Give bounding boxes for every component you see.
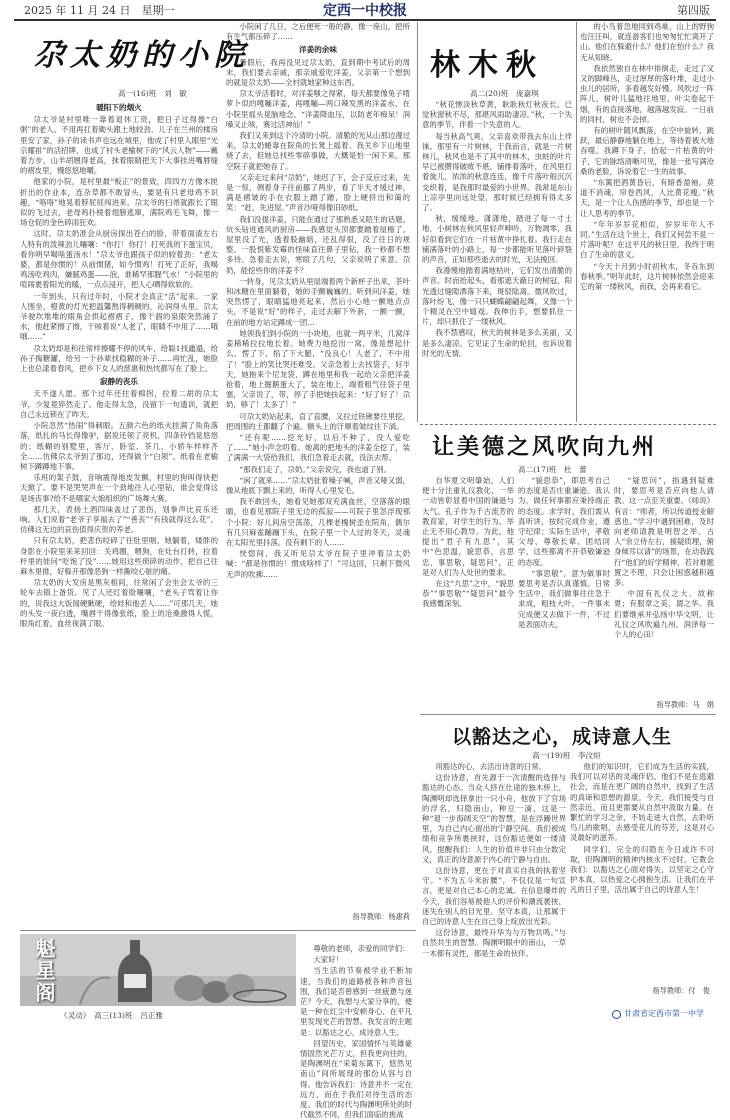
paragraph: “今天十月到小时初秋木，冬吞东到春秋季。”明年此时，这片树林依然会迎来它的第一缕秋风，而我，会再来看它。 [580, 261, 714, 292]
paragraph: 他们的知识时，它们成为生活的实践，我们可以对话的灵魂伴侣。他们不是在逃避社会，而是在更广阔的自然中，找到了生活的真谛和思想的源泉。今天，我们接受与自然亲近，而且更需要从自然中汲取力量。在繁忙的学习之余，不妨走进大自然，去聆听鸟儿的歌唱，去感受花儿的芬芳，这是对心灵最好的滋养。 [570, 762, 714, 843]
paragraph: 我不禁感叹，秋天的树林是多么美丽，又是多么凄凉。它见证了生命的轮回，也诉说着时光的无情。 [422, 328, 572, 358]
paragraph: 中国有礼仪之大、故称夏；有服章之美、谓之华。我们要继承并弘扬中华文明，让礼仪之风吹遍九州，润泽每一个人的心田！ [614, 589, 714, 640]
paragraph: 一年到头，只有过年时，小院才会真正“活”起来。一家人围坐，橙黄的灯光把温馨熬得稠稠的，沁润得头里。尕太爷驶坎堆堆的眼角会拱起褶褶子，像干涸的泉眼突然涌了水，他赶紧擦了擦，干咳着说“人老了，眼睛不中用了……哦哦……” [20, 291, 218, 342]
paragraph: 回望历史，家国情怀与英雄豪情固然光芒万丈，但我更向往的，是陶渊明在“采菊东篱下，悠然见南山”间所展现的那份从容与自得。他告诉我们：诗意并不一定在远方，而在于我们对待生活的态度。我们的时代与陶渊明所处的时代截然不同，但我们面临的挑战 [300, 1038, 412, 1120]
paragraph: 每当秋高气爽，父亲喜欢带我去东山上徉徕。那里有一片树林，于我而言，就是一片树林儿，秋风也是不了其中的林木，虫蛀的叶片早已被攒得破败不堪。铺排着落叶，在风里打着旋儿，浓浓的秋意连连，像千片落叶般沉沉交织着，是我那时最爱的小世界。我常是东山上凉亭里向远处望，那时候已经拥有得太多了。 [422, 131, 572, 213]
paragraph: 这份诗意，最终升华为与万物共鸣。”与自然共生的智慧。陶渊明眼中的南山，一草一木都有灵性，都是生命的伙伴。 [422, 928, 566, 958]
paragraph: “疑思问”，指遇到疑难时，要思考是否应向他人请教。这一点至关重要。《师说》有言：“师者，所以传道授业解惑也。”学习中遇到困难，及时向老师请教是明智之举。古人“余立侍左右，援疑质理，俯身倾耳以请”的场景，在动我践行“他们的好学精神，若对难题置之不理，只会让困惑越积越多。 [614, 476, 714, 588]
art-title-label: 魁星阁 [32, 938, 56, 1004]
paragraph: 秋，缓缓地，潇潇地，踏进了每一寸土地，小树林在秋风里轻声呻吟，万物凋零，我好似看到它们在一片枯黄中挣扎着。我行走在铺满落叶的小路上，每一步都能听见落叶碎裂的声音，正如那些逝去的时光，无法挽回。 [422, 214, 572, 265]
article3-column1 [422, 476, 514, 698]
paragraph: 这份诗意，首先源于一次清醒的选择与豁达的心态。当众人挤在仕途的独木桥上，陶渊明却选择拿出一只小舟，他放下了官场的浮名，归隐南山，种豆一滴，这是一种“退一步海阔天空”的智慧，是在浮躁世界里，为自己内心留出的宁静空间。我们被成绩和竞争所裹挟时，这份豁达便如一缕清风，提醒我们：人生的价值并非只由分数定义，真正的诗意源于内心的宁静与自由。 [422, 773, 566, 864]
paragraph: 这份诗意，更在于对真实自我的执着坚守。“不为五斗米折腰”，不仅仅是一句宣言，更是对自己本心的忠诚。在信息爆炸的今天，我们容易被他人的评价和潮流裹挟，迷失在别人的目光里。坚守本真，让那属于自己的诗意人生在自己身上绽放出光彩。 [422, 866, 566, 927]
paragraph: 只有尕太奶，把悲伤咬碎了往肚里咽。她躺着，矮胖的身影在小院里来来回回：关鸡圈，喂狗，在灶台打转，拉着杆里的娃问“吃饱了没”……她用这些琐碎的动作，把自己往麻木里推，好躲开那像恶狗一样撕咬心脏的痛。 [20, 536, 218, 576]
paragraph: “闲了就来……”尕太奶扯着嗓子喊，声音又哑又弱，像从地底下飘上来的，听得人心里发毛。 [226, 475, 410, 495]
paragraph: 父亲走过来问“尕奶”，她迟了下，会子反应过来，先是一惊，侧着身子往前挪了两步，看了半天才缓过神，满是褶皱的手在衣服上蹭了蹭，脸上硬挤出和蔼的笑：“赶，先进屋。”声音沙哑得像旧砂纸。 [226, 172, 410, 213]
article2-title: 林木秋 [430, 48, 544, 83]
paragraph: 那几天，表扬土酒四味盖过了悲伤，划拳声比哀乐还响。人们说着“老爷子享福去了”“善丧”“有钱就得这么花”，仿佛这无边的哀伤值得庆贺的养老。 [20, 504, 218, 535]
article4-byline: 高一(19)班 李汶烜 [532, 751, 601, 760]
section-divider [20, 930, 416, 931]
article1-subtitle3: 洋姜的余味 [299, 45, 337, 55]
paragraph: 小院闲了几日，之后便死一般的静，像一座山，把所有生气都压碎了…… [226, 22, 410, 42]
paragraph: 他家的小院，是村里最“板正”的景致，四四方方像木匣折出的作业本，连杂草都不敢冒头，要是有只老母鸡不识趣，“咯咯”地晃着脖屁屁闯进来，尕太爷的扫帚就跟长了眼似的飞过去，老母鸡扑棱着翅膀逃窜，满院鸡毛飞舞，像一场仓促的金色碎雨狂欢。 [20, 177, 218, 228]
article2-column1 [422, 100, 572, 418]
paragraph: 天不遂人愿。那个过年还拄着棉拐，拉着二胡的尕太爷，少复竟猝然走了。他走得太急，没留下一句遗训，就把自己永远锁在了昨天。 [20, 389, 218, 419]
paragraph: 暑假后，我再没见过尕太奶，直到期中考试后的周末，我们要去亲戚，那亲戚爱吃洋姜，父亲第一个想到的就是尕太奶——全村就她家种这东西。 [226, 57, 410, 88]
article3-column3 [614, 476, 714, 698]
paragraph: 同学们，完全的归隐在今日或许不可取，但陶渊明的精神内核永不过时。它教会我们：以豁达之心面对得失，以坚定之心守护本真，以热爱之心拥抱生活。让我们在平凡的日子里，活出属于自己的诗意人生！ [570, 844, 714, 895]
article1-column1 [20, 100, 218, 926]
column-divider [576, 22, 577, 422]
paragraph: 这时，尕太奶准会从厨房探出苍白的脸，带着面渣左右人特有的泼辣劲儿嚷嚷：“你打！你打！打死我的下蛋宝贝，看你明早喝啥蛋汤水！”尕太爷也跟孩子似的较着劲：“老太婆，都是你惯的！从前惯猪，如今惯鸡！打死了正好，我喝鸡汤吃鸡肉，嫌腻鸡蛋——泡，谁稀罕那腥气水！”小院里的喧闹裹着阳光的暖，一点点浸开，把人心晒得软软的。 [20, 229, 218, 290]
paragraph: 恍惚间，我又听见尕太爷在院子里冲着尕太奶喊：“都是你惯的！惯成啥样了！”可这回，只剩下微风无声的吹拂…… [226, 549, 410, 579]
paragraph: “秋花惨淡秋草黄，耿耿秋灯秋夜长。已觉秋窗秋不尽，那堪风雨助凄凉。”秋，一个失意的季节，伴着一个失意的人。 [422, 100, 572, 130]
school-logo-icon [612, 1010, 621, 1019]
paragraph: 我们又来到这个冷清的小院。清脆的光从山那边漫过来，尕太奶蜷靠在院角的长凳上摇着。我关乡下山地里烧了去，但她总找些零碎事做，大概是怕一闲下来，那空院子就把她吞了。 [226, 131, 410, 171]
paragraph: 我依然独自在林中徘徊走，走过了又又的脚峰丛，走过厚厚的落叶堆，走过小虫儿的居所，多看越发好慢。风吹过一阵阵儿，树叶儿猛地往地里，叶尖卷起干烟，有的直接落地，越落越发寂。一日前的同村，树也不会掉。 [580, 63, 714, 124]
section-divider [420, 424, 716, 425]
article4-column1 [422, 762, 566, 1018]
speech-column [300, 944, 412, 1120]
paragraph: “那我们走了，尕奶。”父亲说完，我也道了别。 [239, 464, 391, 474]
article3-signature: 指导教师：马 娟 [656, 700, 714, 709]
paragraph: 有的树叶随风飘落，在空中旋转，跳跃，最后静静地躺在地上，等待着被大地吞噬。我蹲下身子，拾起一片枯黄的叶子，它的脉络清晰可见，像是一张写满沧桑的老脸，诉说着它一生的故事。 [580, 126, 714, 176]
article2-column2 [580, 22, 714, 420]
article3-byline: 高二(17)班 杜 蕾 [518, 465, 587, 474]
section-divider [420, 714, 716, 715]
paragraph: 用豁达的心，去活出诗意的日常。 [435, 762, 547, 771]
article1-signature: 指导教师：杨惠莉 [352, 912, 410, 921]
paragraph: 尊敬的老师，亲爱的同学们： [313, 944, 410, 953]
paragraph: “东篱把酒黄昏后，有暗香盈袖。莫道不消魂，帘卷西风，人比黄花瘦。”秋天，是一个让人伤感的季节，却也是一个让人思考的季节。 [580, 178, 714, 218]
paragraph: “还有呢……挖光好，以后不种了，没人爱吃了……”她小声念叨着。她离的把地头的洋姜全挖了，装了满满一大袋给我们，我们急着走去就，没法去帮。 [226, 432, 410, 463]
newspaper-name: 定西一中校报 [323, 3, 407, 19]
article3-column2 [518, 476, 610, 698]
paragraph: 大家好！ [313, 955, 343, 965]
paragraph: “年年岁岁花相似，岁岁年年人不同。”生活在这个世上，我们又何尝不是一片落叶呢？在这平凡的秋日里，我终于明白了生命的意义。 [580, 219, 714, 260]
article1-byline: 高一(16)班 刘 敏 [118, 89, 187, 98]
paragraph: 尕太奶的大发房是黑灰相间，往常闲了会坐会太爷的三轮车去镇上备货。见了人还红着脸嚷嚷，“老头子骂着让你的，说我这大饭闻硬瞅硬，给娃和他丢人……”可那几天，她的头发一夜白透，嘴唇干得像张纸，脸上的沧桑激得人慌，眼角红着，血丝视满了眼。 [20, 578, 218, 628]
article4-title: 以豁达之心，成诗意人生 [452, 726, 673, 748]
paragraph: 的小鸟着急地同到鸡巢，山上的野狗也汪汪叫，就连游客们也匆匆忙忙离开了山。他们在躲避什么？他们在怕什么？我无从知晓。 [580, 22, 714, 62]
paragraph: 小院忽然“热闹”得刺眼。五颜六色的纸火挂满了角角落落，纸扎的马长得像驴，据说还领了亮机，四条铃铛晃悠悠的；纸糊的别墅里，客厅、卧室、茶几、小轿车样样齐全……仿佛尕太爷到了那边，还得做个“白领”。纸看在老榆树下蹲蹲地下事。 [20, 421, 218, 471]
paragraph: 当生活的节奏被学业不断加速，当我们的道路被各种声音包围，我们是否曾感到一丝疲惫与迷茫？今天，我想与大家分享的，便是一种在红尘中安顿身心、在平凡里发现光芒的智慧。我发言的主题是：以豁达之心，成诗意人生。 [300, 966, 412, 1037]
paragraph: 自华夏文明肇始，人们便十分注重礼仪教化，一举一动皆彰显着中国的谦逊与大气。孔子作为千古流芳的教育家，对学生的行为、举止无不用心教导。为此，他提出“君子有九思”，其中“色思温，貌思恭，言思忠，事思敬，疑思问”，正是对人们为人处世的要求。 [422, 476, 514, 577]
still-life-illustration [20, 934, 296, 1006]
paragraph: 我不敢回头，她看见她那双充满血丝，空落落的眼睛，也看见那院子里无边的孤寂——可院子里忽浮现那个小院：好儿间房空荡荡，几棵老槐树歪在院角，偶尔有几只麻雀蹦蹦下头，在院子里一个人过的冬天，灵魂在太阳光里抖落。没有剩下的人…… [226, 497, 410, 547]
article1-subtitle1: 暖阳下的烟火 [96, 103, 142, 112]
issue-date: 2025 年 11 月 24 日 星期一 [24, 4, 175, 17]
paragraph: 尕太爷是村里唯一靠着退休工资，把日子过得像“白粥”的老人。不用再扛着锄头跟土地较劲，儿子在兰州的楼房里安了家，孙子的读书声也远在城里，他成了村里人眼里“光宗耀祖”的活招牌，也成了村头老榆树下的“风云人物”——戴着方步，山羊胡翘得老高，抹着眼睛把天下大事挂进嘴唇缝的褶皮里，慢悠悠地嚼。 [20, 115, 218, 176]
paragraph: 我漫慢地踏着满地枯叶，它们发出清脆的声音。时而抬起头，看那遮天蔽日的树冠，阳光透过缝隙洒落下来，斑驳陆离。微风吹过，落叶纷飞，像一只只蝴蝶翩翩起舞，又像一个个精灵在空中嬉戏。我伸出手，想要抓住一片，却只抓住了一缕秋风。 [422, 266, 572, 327]
paragraph: 一转身，见尕太奶从里屋端着两个新杯子出来，茶叶和冰糖在里面躺着，她的手颤巍巍的。听到问洋姜，她突然愣了，眼睛猛地亮起来，然后小心地一颤地点点头，不是说“好”的样子，走过去解下外套，一颤一颤，在前的地方站定蹲成一团… [226, 276, 410, 327]
paragraph: 她领我们到小院的一小块地，也就一两平米，几窝洋姜稀稀拉拉地长着。她费力地挖出一窝，像是想起什么，愣了下，掐了下大腿，“没良心！人老了，不中用了！”脸上的笑比哭还难受。父亲急着上去找袋子，好半天，她拖来个尼龙袋，蹲在地里和我一起给父亲把洋姜抢着，地上掘鹅蛋大了，装在地上，端着粗气往袋子里塞，父亲说了，带，停了手把她扶起来：“好了好了！尕奶，够了！太多了！” [226, 328, 410, 410]
paragraph: 可尕太奶站起来，直了直腰，又拉过铁锹要往里挖，把周围的土都翻了个遍。额头上的汗顺着皱纹往下淌。 [226, 411, 410, 431]
still-life-sketch-image [20, 934, 296, 1006]
page-number: 第四版 [677, 4, 710, 17]
paragraph: “事思敬”，意为做事时要思考是否认真谨慎。日常生活中，我们做事往往急于求成，粗枝大叶，一件事未完成便又去做下一件，不过是表面功夫， [518, 568, 610, 629]
paragraph: “貌思恭”，即思考自己的态度是否庄重谦逊。我认为，做任何事都应秉持端正的态度。求学时，我们需从真听讲，按时完成作业，遵守纪律；实际生活中，孝敬父母、尊敬长辈、团结同学，这些都离不开恭敬谦逊的态度。 [518, 476, 610, 567]
header-rule [14, 19, 716, 21]
article1-title: 尕太奶的小院 [34, 38, 250, 73]
paragraph: 尕太奶却是和往常样擦耀不停的风车，给聪1找邋遢，给孙子掏糖罐，给另一个孙辈找稳糊的补子……再忙乱，她脸上也总漾着春风，把乡下女人的慈惠和热忱都写在了脸上。 [20, 343, 218, 374]
column-divider [417, 22, 418, 422]
school-name: 甘肃省定西市第一中学 [624, 1009, 704, 1018]
article2-byline: 高二(20)班 庞嘉琪 [470, 89, 539, 98]
article1-subtitle2: 寂静的丧乐 [100, 377, 138, 387]
masthead [14, 0, 716, 20]
article4-column2 [570, 762, 714, 972]
paragraph: 在这“九思”之中，“貌思恭”“事思敬”“疑思问”最令我感慨深刻。 [422, 579, 514, 609]
article1-column2 [226, 22, 410, 908]
article3-title: 让美德之风吹向九州 [432, 434, 658, 460]
school-footer [612, 1008, 704, 1019]
art-caption: 《灵动》 高三(13)班 吕正雅 [60, 1011, 163, 1020]
paragraph: 尕太爷活着时，对洋姜嗤之得紧，每天都要像兔子啃萝卜似的嘎嘣洋姜，再嘎嘣—两口辣发黑的洋姜水，在小院里摇头晃脑地念，“洋姜降血压，以防老年痴呆！润嗓又止咳，赛过活神仙！” [226, 89, 410, 129]
paragraph: 我们没提洋姜，只能在通过了那熟悉又陌生的话题。炕头钻进通风的厨房——我感觉头顶都要蹭着屋檐了。屋里没了光，透着股幽暗，还乱得很，没了往日的规整。一股恨紫发霉的怪味直往鼻子里钻，我一秒都不想多待。急着走去说，寒暄了几句，父亲说明了来意。尕奶，能挖些你的洋姜不？ [226, 214, 410, 275]
article4-signature: 指导教师：付 俊 [652, 986, 710, 995]
paragraph: 乐班的架子鼓，音响震得地皮发颤，村里的狗叫得快把天掀了。要不是哭哭声在一个劲地往人心里钻，谁会觉得这是场丧事?给不是哪家大娘组织的广场舞大赛。 [20, 473, 218, 503]
